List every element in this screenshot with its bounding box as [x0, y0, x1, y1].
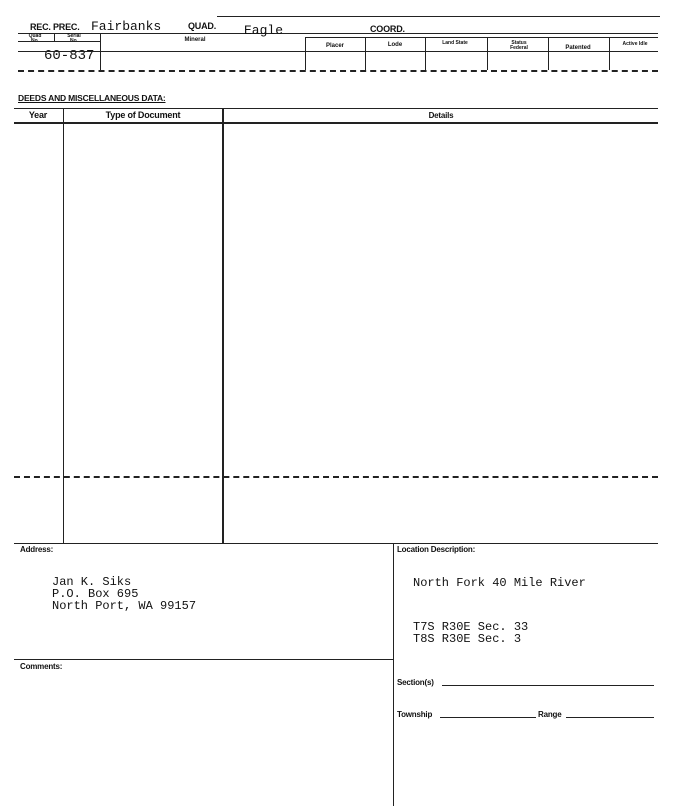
mineral-label: Mineral [184, 37, 206, 43]
address-label: Address: [20, 545, 54, 554]
serial-no-label: Serial No. [67, 33, 81, 44]
address-line: North Port, WA 99157 [52, 599, 197, 613]
center-vertical-rule [393, 543, 394, 806]
township-field-line[interactable] [440, 717, 536, 718]
deeds-dashed-rule [14, 476, 658, 478]
header-vline [100, 33, 101, 70]
address-line: Jan K. Siks [52, 575, 132, 589]
land-state-label: Land State [442, 40, 468, 46]
header-vline [487, 37, 488, 70]
address-line: P.O. Box 695 [52, 587, 139, 601]
rec-prec-value: Fairbanks [91, 19, 162, 34]
range-field-line[interactable] [566, 717, 654, 718]
patented-label: Patented [565, 45, 591, 51]
address-block [52, 576, 196, 612]
quad-label: QUAD. [188, 21, 216, 31]
township-label: Township [397, 710, 433, 719]
quad-serial-value: 60-837 [44, 48, 95, 64]
address-bottom-rule [14, 659, 393, 660]
header-vline [365, 37, 366, 70]
lode-label: Lode [387, 42, 403, 48]
location-description-label: Location Description: [397, 545, 476, 554]
header-top-rule [217, 16, 660, 17]
details-column-header: Details [428, 111, 454, 120]
header-vline [548, 37, 549, 70]
header-vline [54, 33, 55, 41]
location-township-block [413, 621, 528, 645]
deeds-bottom-rule [14, 543, 658, 544]
year-column-header: Year [28, 110, 48, 120]
deeds-top-rule [14, 108, 658, 109]
deeds-vline-year [63, 108, 64, 544]
rec-prec-label: REC. PREC. [30, 22, 80, 32]
quad-no-label: Quad No. [28, 33, 42, 44]
quad-value: Eagle [244, 23, 284, 38]
header-vline [305, 37, 306, 70]
status-rule [305, 37, 658, 38]
deeds-vline-type [222, 108, 224, 544]
location-line: T8S R30E Sec. 3 [413, 632, 522, 646]
sections-field-line[interactable] [442, 685, 654, 686]
active-idle-label: Active Idle [622, 41, 648, 47]
range-label: Range [538, 710, 562, 719]
status-federal-label: Status Federal [510, 40, 528, 51]
sections-label: Section(s) [397, 678, 434, 687]
quad-serial-subrule [18, 41, 100, 42]
coord-label: COORD. [370, 24, 405, 34]
header-vline [609, 37, 610, 70]
comments-label: Comments: [20, 662, 63, 671]
location-line: T7S R30E Sec. 33 [413, 620, 529, 634]
header-vline [425, 37, 426, 70]
location-place: North Fork 40 Mile River [413, 576, 586, 590]
header-bottom-dash [18, 70, 658, 72]
deeds-section-title: DEEDS AND MISCELLANEOUS DATA: [18, 93, 166, 103]
deeds-header-rule [14, 122, 658, 124]
type-of-document-column-header: Type of Document [105, 110, 181, 120]
placer-label: Placer [325, 43, 344, 49]
header-row2-rule [18, 51, 658, 52]
